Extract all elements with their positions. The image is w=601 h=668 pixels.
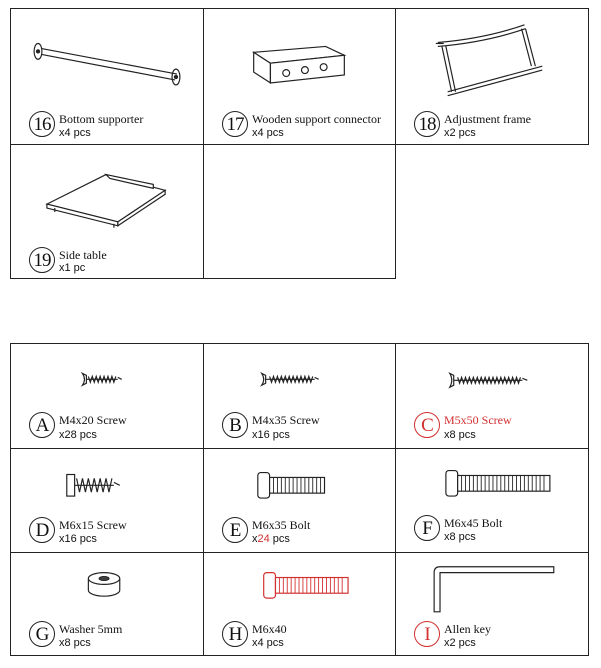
hardware-quantity: x16 pcs [59,533,97,545]
hardware-name: M5x50 Screw [444,413,512,427]
part-number-badge: 18 [414,111,440,137]
hardware-name: Allen key [444,622,491,636]
hardware-cell-e [203,448,396,553]
hardware-letter-badge: F [414,515,440,541]
hardware-name: M6x15 Screw [59,518,127,532]
hardware-quantity: x28 pcs [59,429,97,441]
part-cell-19 [10,144,204,279]
hardware-letter-badge: B [222,412,248,438]
part-quantity: x4 pcs [59,127,91,139]
hardware-quantity: x16 pcs [252,429,290,441]
part-cell-16 [10,8,204,145]
hardware-quantity: x8 pcs [59,637,91,649]
part-quantity: x4 pcs [252,127,284,139]
hardware-quantity: x2 pcs [444,637,476,649]
hardware-name: M4x35 Screw [252,413,320,427]
hardware-letter-badge: D [29,517,55,543]
part-number-badge: 19 [29,247,55,273]
part-cell-17 [203,8,396,145]
part-number-badge: 17 [222,111,248,137]
part-number-badge: 16 [29,111,55,137]
part-name: Side table [59,248,107,262]
hardware-quantity: x8 pcs [444,429,476,441]
hardware-name: Washer 5mm [59,622,123,636]
hardware-letter-badge: E [222,517,248,543]
hardware-letter-badge: H [222,621,248,647]
hardware-name: M6x35 Bolt [252,518,311,532]
hardware-quantity: x8 pcs [444,531,476,543]
hardware-cell-f [395,448,589,553]
hardware-cell-d [10,448,204,553]
hardware-cell-h [203,552,396,656]
hardware-cell-i [395,552,589,656]
hardware-cell-c [395,343,589,449]
empty-cell [203,144,396,279]
hardware-letter-badge: A [29,412,55,438]
hardware-name: M4x20 Screw [59,413,127,427]
hardware-name: M6x45 Bolt [444,516,503,530]
hardware-cell-g [10,552,204,656]
part-cell-18 [395,8,589,145]
hardware-letter-badge: I [414,621,440,647]
hardware-quantity: x24 pcs [252,533,290,545]
hardware-letter-badge: C [414,412,440,438]
hardware-quantity: x4 pcs [252,637,284,649]
hardware-letter-badge: G [29,621,55,647]
part-quantity: x2 pcs [444,127,476,139]
part-quantity: x1 pc [59,262,86,274]
hardware-cell-b [203,343,396,449]
hardware-name: M6x40 [252,622,287,636]
part-name: Bottom supporter [59,112,144,126]
part-name: Wooden support connector [252,112,381,126]
hardware-cell-a [10,343,204,449]
part-name: Adjustment frame [444,112,531,126]
